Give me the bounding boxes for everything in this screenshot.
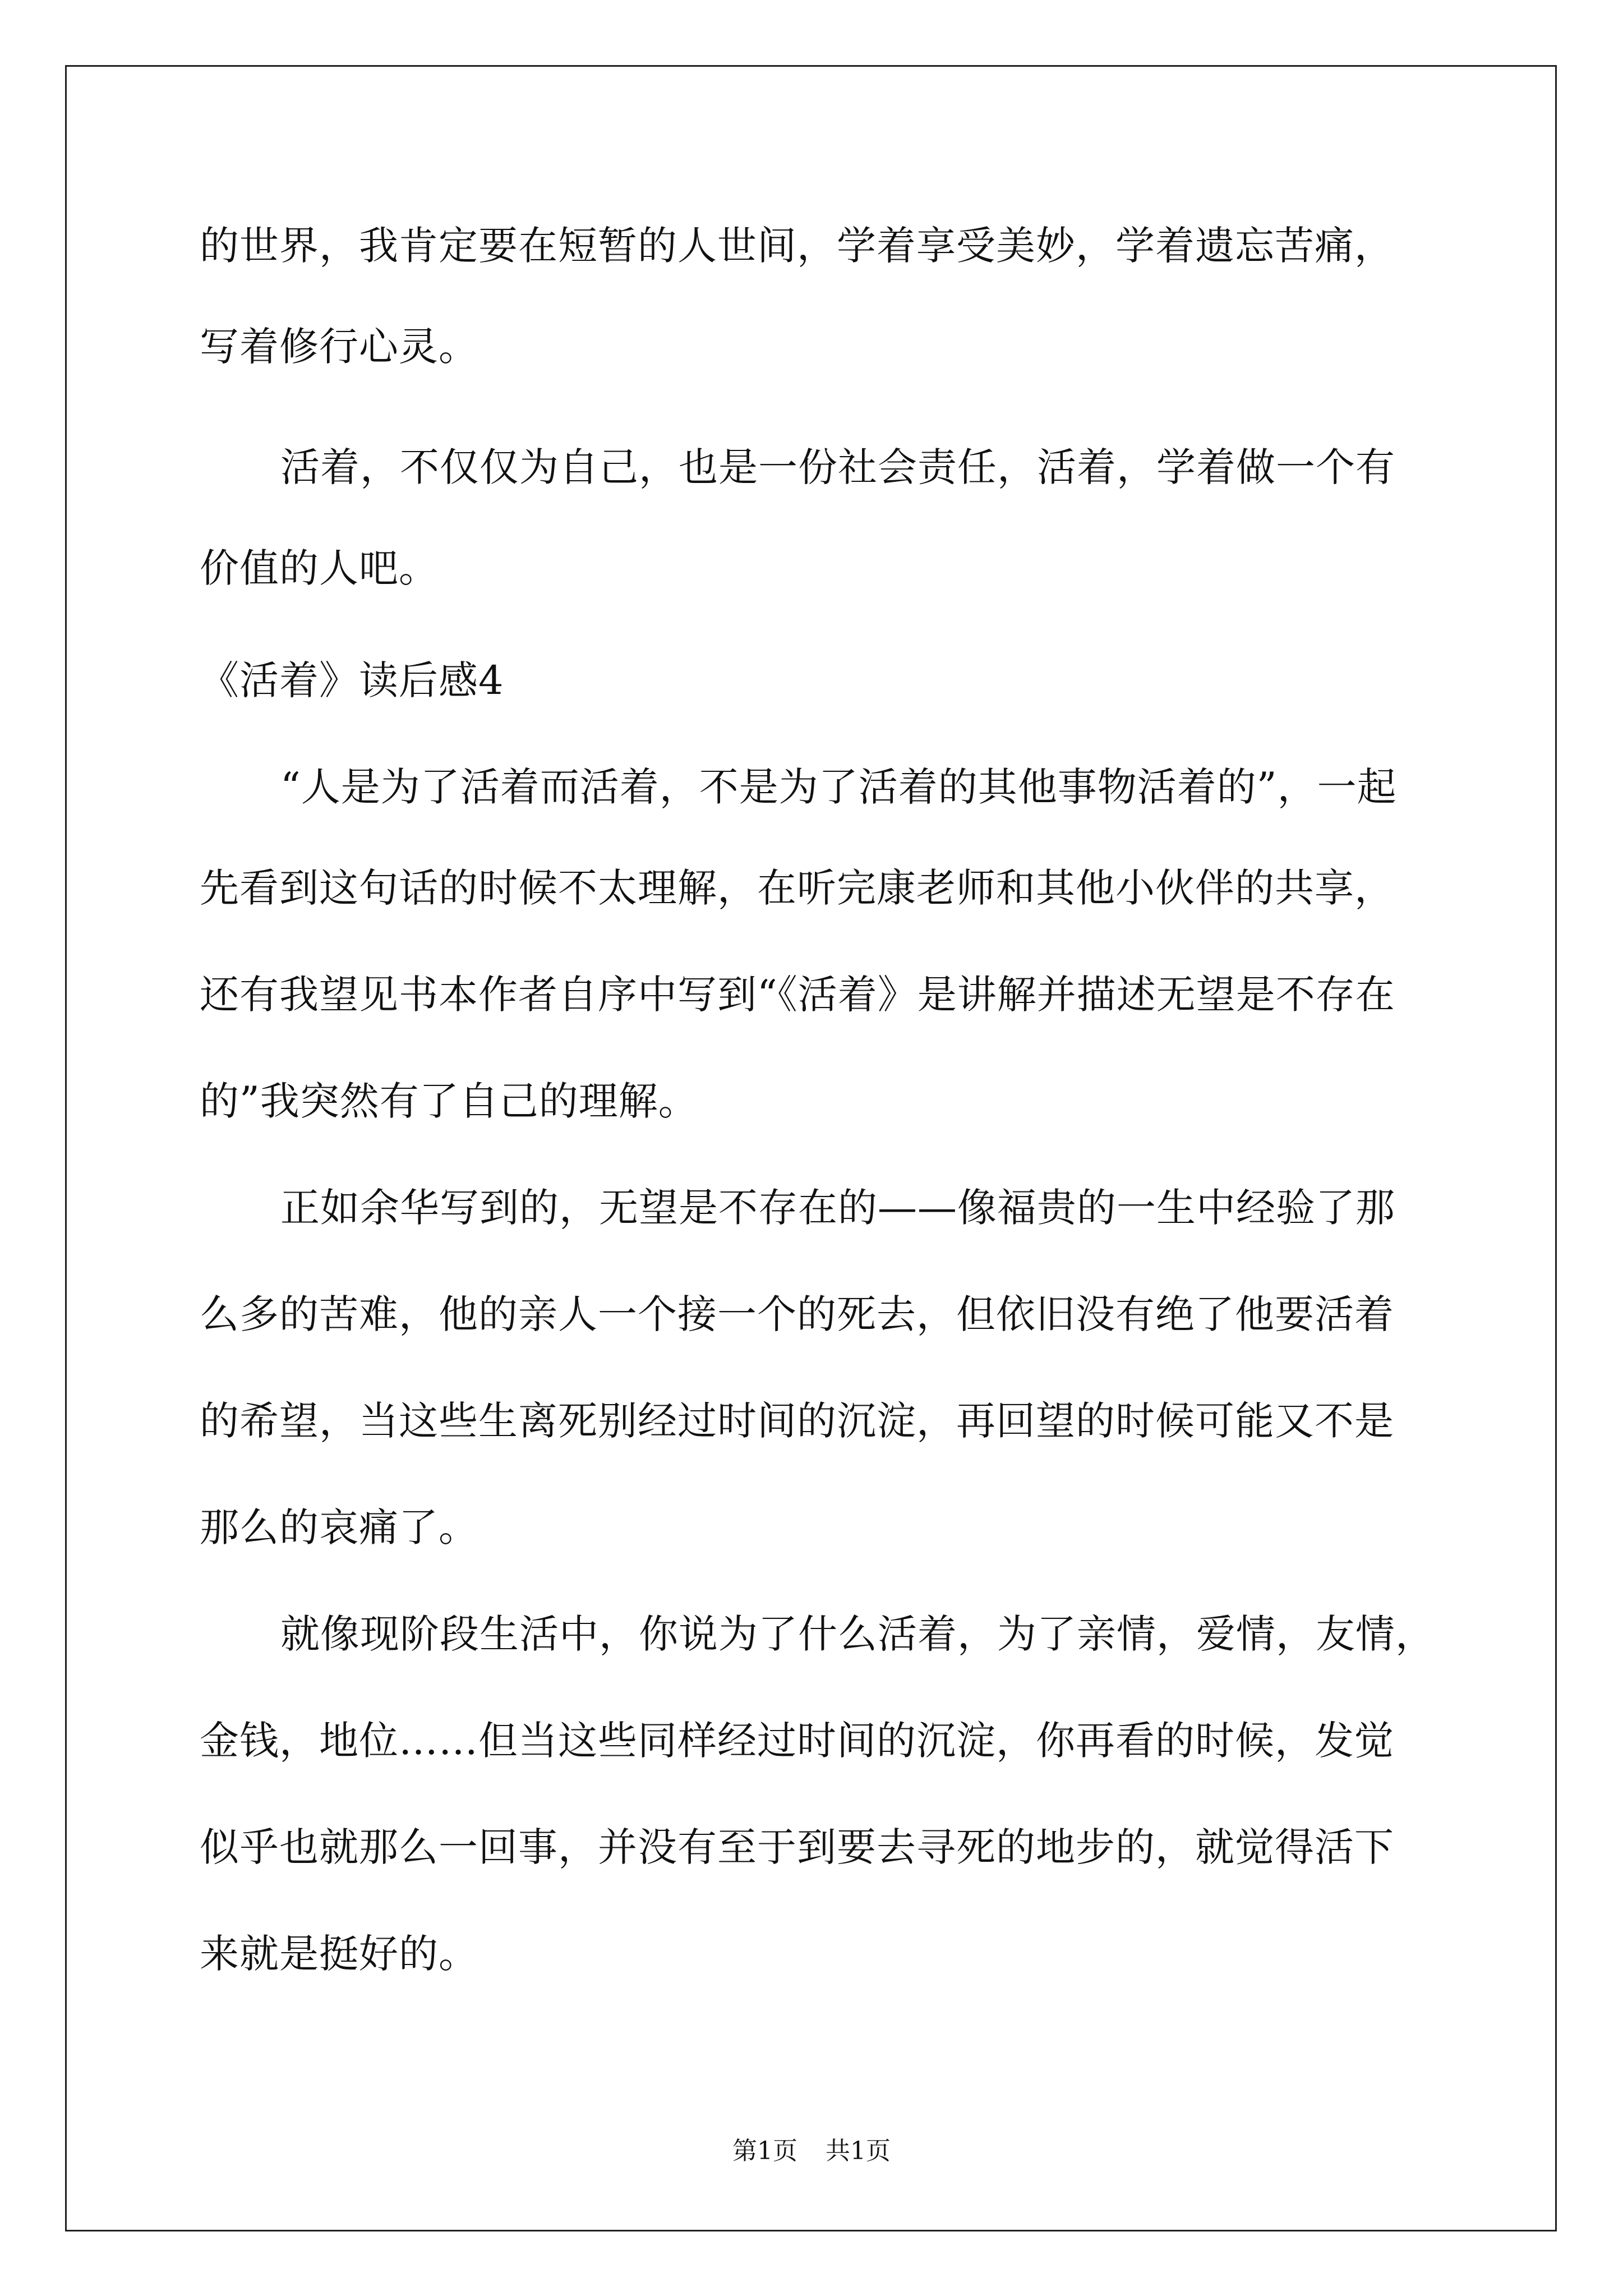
text-line: “人是为了活着而活着，不是为了活着的其他事物活着的”，一起 [280,764,1397,810]
text-line: 似乎也就那么一回事，并没有至于到要去寻死的地步的，就觉得活下 [200,1824,1394,1870]
text-line: 还有我望见书本作者自序中写到“《活着》是讲解并描述无望是不存在 [200,972,1395,1018]
text-line: 价值的人吧。 [200,545,439,591]
text-line: 的”我突然有了自己的理解。 [200,1078,698,1124]
text-line: 那么的哀痛了。 [200,1504,478,1550]
page-total: 共1页 [826,2137,891,2165]
page-footer [0,2134,1623,2168]
text-line: 正如余华写到的，无望是不存在的——像福贵的一生中经验了那 [280,1185,1395,1231]
page-border [65,65,1557,2231]
text-line: 先看到这句话的时候不太理解，在听完康老师和其他小伙伴的共享， [200,865,1394,911]
text-line: 就像现阶段生活中，你说为了什么活着，为了亲情，爱情，友情， [280,1611,1435,1657]
text-line: 写着修行心灵。 [200,324,478,370]
text-line: 金钱，地位……但当这些同样经过时间的沉淀，你再看的时候，发觉 [200,1718,1394,1764]
text-line: 的世界，我肯定要在短暂的人世间，学着享受美妙，学着遗忘苦痛， [200,223,1394,269]
text-line: 么多的苦难，他的亲人一个接一个的死去，但依旧没有绝了他要活着 [200,1291,1394,1337]
text-line: 的希望，当这些生离死别经过时间的沉淀，再回望的时候可能又不是 [200,1398,1394,1444]
text-line: 活着，不仅仅为自己，也是一份社会责任，活着，学着做一个有 [280,444,1395,490]
page-number: 第1页 [732,2137,797,2165]
text-line: 来就是挺好的。 [200,1931,478,1977]
section-heading: 《活着》读后感4 [200,657,504,703]
